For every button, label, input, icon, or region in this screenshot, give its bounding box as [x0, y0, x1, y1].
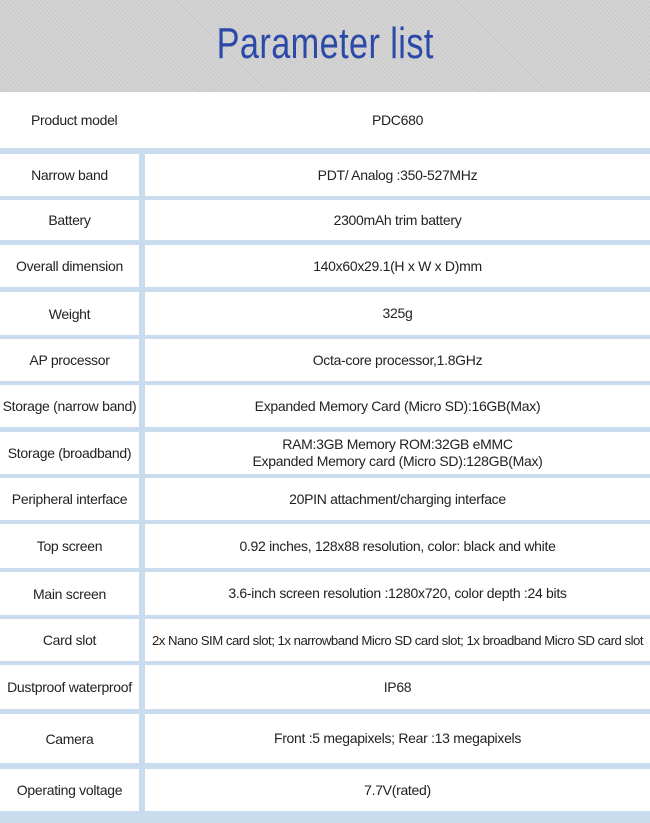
row-value: 140x60x29.1(H x W x D)mm	[145, 245, 650, 287]
row-label: AP processor	[0, 339, 139, 381]
table-row	[0, 292, 650, 335]
row-value-line: RAM:3GB Memory ROM:32GB eMMC	[282, 436, 513, 452]
row-value: 2300mAh trim battery	[145, 200, 650, 240]
row-label: Operating voltage	[0, 769, 139, 811]
table-row	[0, 432, 650, 474]
table-row	[0, 92, 650, 148]
row-value	[145, 432, 650, 474]
row-value: 2x Nano SIM card slot; 1x narrowband Micro SD card slot; 1x broadband Micro SD card slot	[145, 619, 650, 661]
row-label: Top screen	[0, 524, 139, 568]
row-value: 7.7V(rated)	[145, 769, 650, 811]
row-value: Octa-core processor,1.8GHz	[145, 339, 650, 381]
row-label: Storage (broadband)	[0, 432, 139, 474]
table-row	[0, 154, 650, 196]
row-value: 0.92 inches, 128x88 resolution, color: black and white	[145, 524, 650, 568]
table-row	[0, 769, 650, 811]
table-row	[0, 385, 650, 427]
row-value: PDT/ Analog :350-527MHz	[145, 154, 650, 196]
row-label: Narrow band	[0, 154, 139, 196]
page-title: Parameter list	[216, 19, 434, 68]
table-row	[0, 524, 650, 568]
row-label: Peripheral interface	[0, 478, 139, 520]
row-value: PDC680	[371, 111, 424, 128]
table-row	[0, 714, 650, 763]
row-label: Camera	[0, 714, 139, 763]
table-row	[0, 478, 650, 520]
row-label: Product model	[0, 92, 650, 148]
row-label: Card slot	[0, 619, 139, 661]
row-label: Overall dimension	[0, 245, 139, 287]
table-row	[0, 619, 650, 661]
header-banner	[0, 0, 650, 92]
row-value: Expanded Memory Card (Micro SD):16GB(Max)	[145, 385, 650, 427]
row-value: 20PIN attachment/charging interface	[145, 478, 650, 520]
table-row	[0, 572, 650, 615]
table-row	[0, 665, 650, 709]
table-row	[0, 200, 650, 240]
row-label: Storage (narrow band)	[0, 385, 139, 427]
table-row	[0, 339, 650, 381]
row-label: Battery	[0, 200, 139, 240]
row-value-line: Expanded Memory card (Micro SD):128GB(Max)	[252, 453, 543, 469]
row-label: Dustproof waterproof	[0, 665, 139, 709]
row-label: Main screen	[0, 572, 139, 615]
row-value: 3.6-inch screen resolution :1280x720, color depth :24 bits	[145, 572, 650, 615]
table-row	[0, 245, 650, 287]
row-value: Front :5 megapixels; Rear :13 megapixels	[145, 714, 650, 763]
row-label: Weight	[0, 292, 139, 335]
row-value: IP68	[145, 665, 650, 709]
row-value: 325g	[145, 292, 650, 335]
parameter-table	[0, 92, 650, 823]
